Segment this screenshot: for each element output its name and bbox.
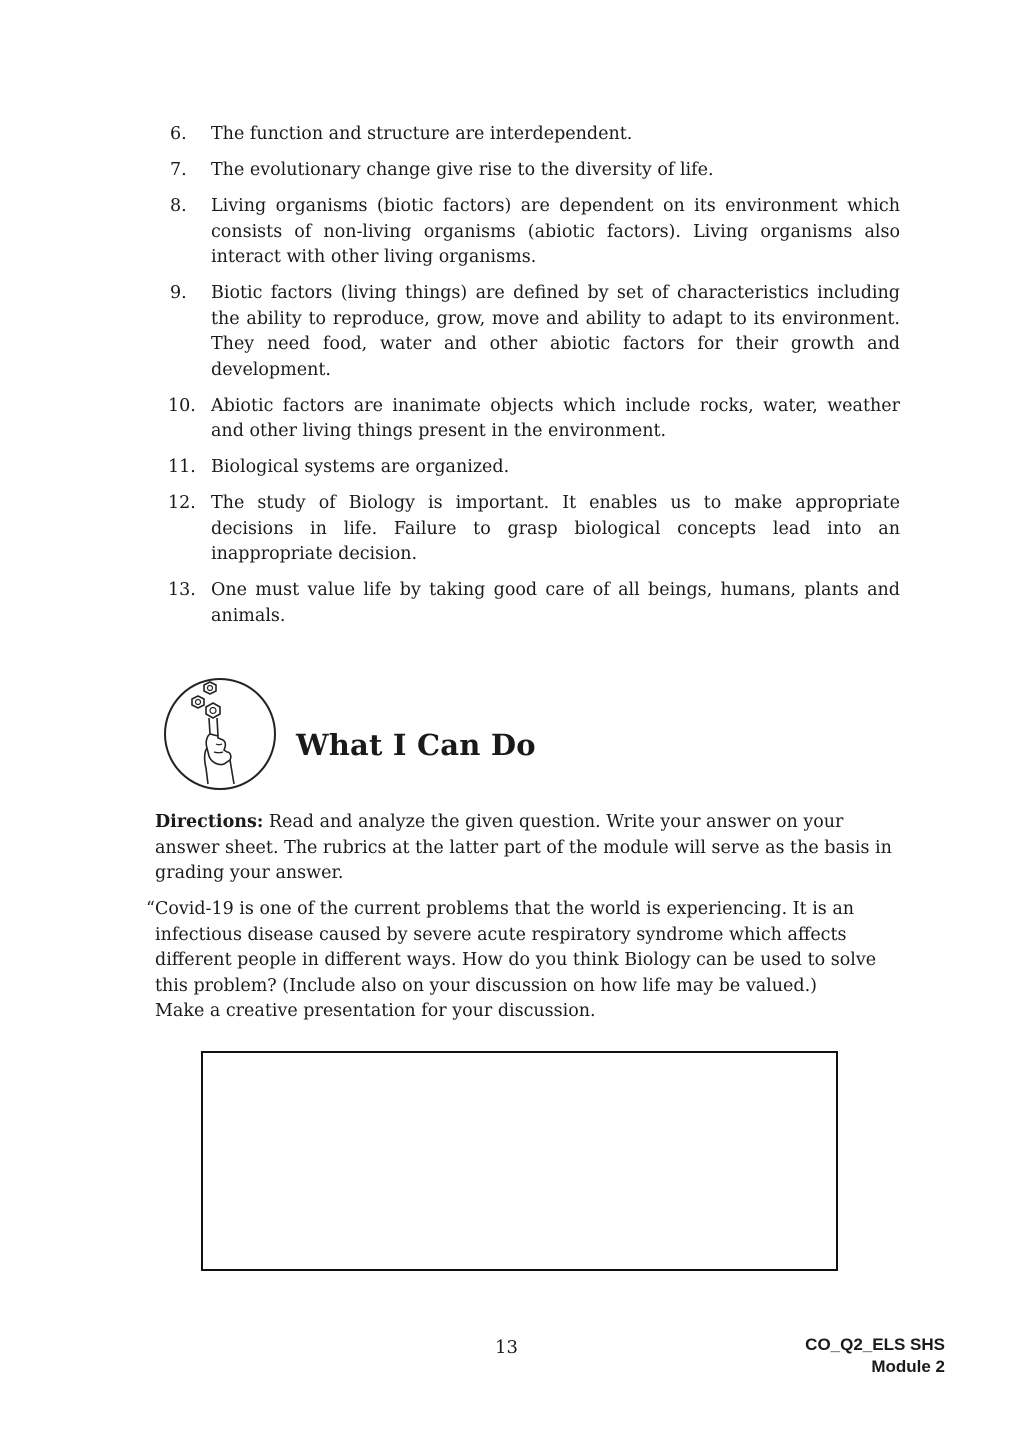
question-line: different people in different ways. How do you think Biology can be used to solve [155, 950, 877, 970]
list-item: 11. Biological systems are organized. [168, 457, 510, 477]
list-item: 7. The evolutionary change give rise to the diversity of life. [170, 160, 714, 180]
section-title: What I Can Do [296, 728, 536, 762]
question-line: Make a creative presentation for your discussion. [155, 1001, 596, 1021]
module-code-line: CO_Q2_ELS SHS [805, 1335, 945, 1354]
question-line: “Covid-19 is one of the current problems that the world is experiencing. It is an [146, 899, 855, 919]
page-number: 13 [495, 1337, 518, 1358]
list-item: 9. Biotic factors (living things) are defined by set of characteristics including the ability to reproduce, grow, move and ability to adapt to its environment. They need food, water and other abiotic factors for their growth and development. [170, 283, 900, 380]
question-text [146, 897, 906, 1025]
module-code-line: Module 2 [871, 1357, 945, 1376]
directions [155, 810, 905, 887]
module-code [805, 1334, 945, 1378]
principles-list [170, 122, 900, 640]
answer-box[interactable] [201, 1051, 838, 1271]
directions-text: Read and analyze the given question. Write your answer on your answer sheet. The rubrics at the latter part of the module will serve as the basis in grading your answer. [155, 812, 892, 883]
list-item: 8. Living organisms (biotic factors) are dependent on its environment which consists of non-living organisms (abiotic factors). Living organisms also interact with other living organisms. [170, 196, 900, 267]
hand-with-nuts-icon [160, 672, 282, 796]
list-item: 13. One must value life by taking good care of all beings, humans, plants and animals. [168, 580, 900, 626]
question-line: infectious disease caused by severe acute respiratory syndrome which affects [155, 924, 847, 945]
list-item: 10. Abiotic factors are inanimate objects which include rocks, water, weather and other living things present in the environment. [168, 395, 900, 441]
list-item: 12. The study of Biology is important. It enables us to make appropriate decisions in life. Failure to grasp biological concepts lead into an inappropriate decision. [168, 493, 900, 564]
list-item: 6. The function and structure are interdependent. [170, 124, 633, 144]
directions-label: Directions: [155, 812, 264, 832]
question-line: this problem? (Include also on your discussion on how life may be valued.) [155, 975, 817, 996]
